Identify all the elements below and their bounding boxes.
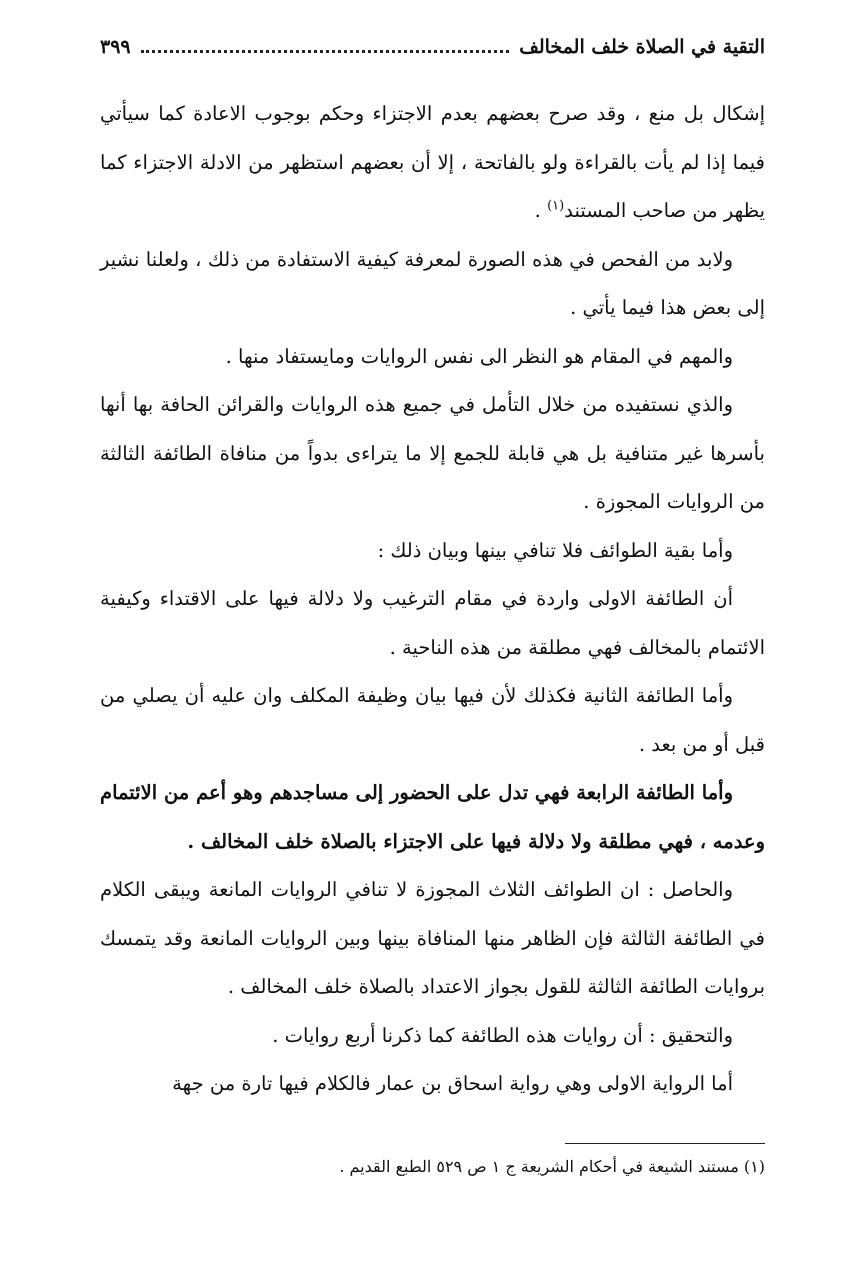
paragraph-1 [100,90,765,236]
paragraph-10: والتحقيق : أن روايات هذه الطائفة كما ذكرنا أربع روايات . [272,1023,733,1047]
footnote-divider [565,1143,765,1144]
paragraph-11: أما الرواية الاولى وهي رواية اسحاق بن عمار فالكلام فيها تارة من جهة [172,1072,733,1095]
paragraph-6: أن الطائفة الاولى واردة في مقام الترغيب ولا دلالة فيها على الاقتداء وكيفية الائتمام بالمخالف فهي مطلقة من هذه الناحية . [100,587,765,659]
paragraph-1-end: . [534,199,548,222]
running-header [100,30,765,64]
paragraph-3: والمهم في المقام هو النظر الى نفس الروايات ومايستفاد منها . [225,344,733,368]
footnote: (١) مستند الشيعة في أحكام الشريعة ج ١ ص ٥٢٩ الطبع القديم . [339,1157,765,1176]
header-title: التقية في الصلاة خلف المخالف [519,36,765,58]
paragraph-8: وأما الطائفة الرابعة فهي تدل على الحضور إلى مساجدهم وهو أعم من الائتمام وعدمه ، فهي مطلقة ولا دلالة فيها على الاجتزاء بالصلاة خلف المخالف . [100,781,765,853]
footnote-ref-1[interactable]: (١) [547,198,565,214]
paragraph-5: وأما بقية الطوائف فلا تنافي بينها وبيان ذلك : [377,538,733,562]
header-leader-dots [141,50,510,53]
page-body [100,90,765,1109]
paragraph-9: والحاصل : ان الطوائف الثلاث المجوزة لا تنافي الروايات المانعة ويبقى الكلام في الطائفة الثالثة فإن الظاهر منها المنافاة بينها وبين الروايات المانعة وقد يتمسك بروايات الطائفة الثالثة للقول بجواز الاعتداد بالصلاة خلف المخالف . [100,878,765,998]
page-number: ٣٩٩ [100,36,131,58]
paragraph-2: ولابد من الفحص في هذه الصورة لمعرفة كيفية الاستفادة من ذلك ، ولعلنا نشير إلى بعض هذا فيما يأتي . [100,247,765,319]
paragraph-1-text: إشكال بل منع ، وقد صرح بعضهم بعدم الاجتزاء وحكم بوجوب الاعادة كما سيأتي فيما إذا لم يأت بالقراءة ولو بالفاتحة ، إلا أن بعضهم استظهر من الادلة الاجتزاء كما يظهر من صاحب المستند [100,102,765,222]
paragraph-7: وأما الطائفة الثانية فكذلك لأن فيها بيان وظيفة المكلف وان عليه أن يصلي من قبل أو من بعد . [100,684,765,756]
paragraph-4: والذي نستفيده من خلال التأمل في جميع هذه الروايات والقرائن الحافة بها أنها بأسرها غير متنافية بل هي قابلة للجمع إلا ما يتراءى بدواً من منافاة الطائفة الثالثة من الروايات المجوزة . [100,393,765,513]
